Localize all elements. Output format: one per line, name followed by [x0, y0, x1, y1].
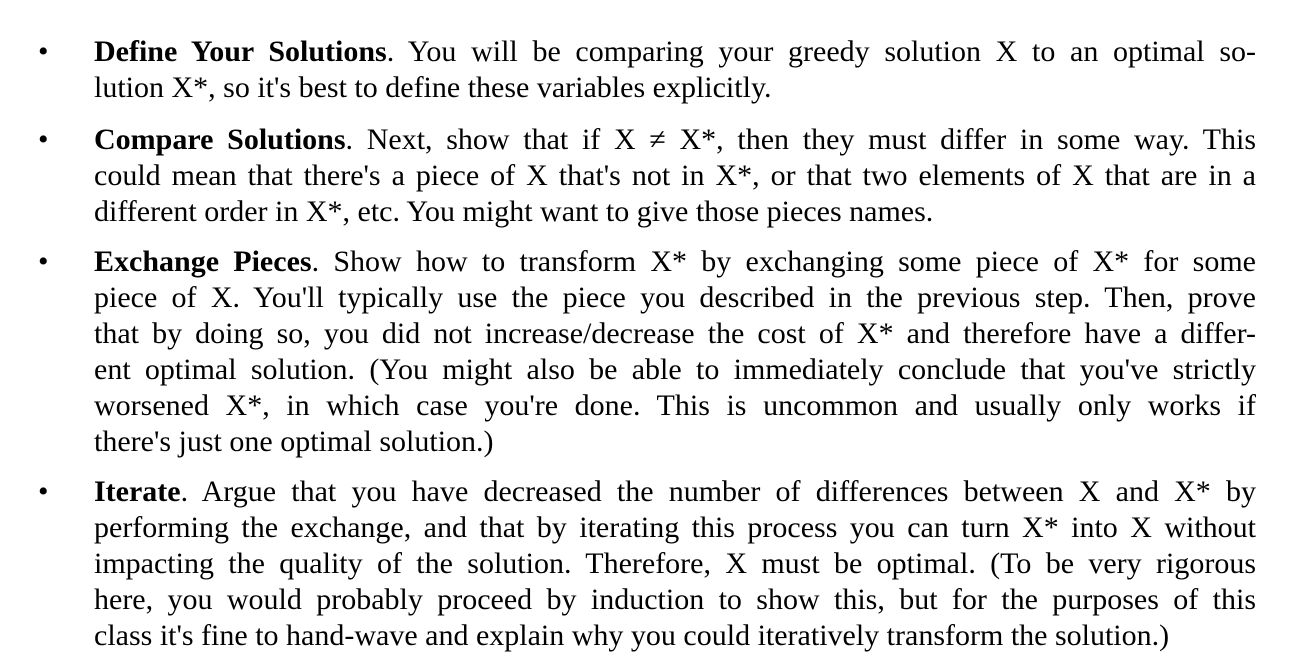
list-item-compare-solutions: [94, 122, 1256, 230]
paragraph-line: class it's fine to hand-wave and explain why you could iteratively transform the solution.): [94, 619, 1170, 652]
paragraph-line: piece of X. You'll typically use the piece you described in the previous step. Then, prove: [94, 281, 1256, 314]
paragraph-line: ent optimal solution. (You might also be able to immediately conclude that you've strictly: [94, 353, 1256, 386]
paragraph-line: impacting the quality of the solution. Therefore, X must be optimal. (To be very rigorous: [94, 547, 1256, 580]
paragraph-line: that by doing so, you did not increase/decrease the cost of X* and therefore have a differ-: [94, 317, 1256, 350]
paragraph-line: lution X*, so it's best to define these variables explicitly.: [94, 71, 772, 104]
item-term: Define Your Solutions: [94, 35, 387, 68]
item-term: Compare Solutions: [94, 123, 346, 156]
paragraph-line: [94, 122, 1256, 158]
bullet-marker: •: [38, 123, 49, 156]
item-text: . Show how to transform X* by exchanging some piece of X* for some: [311, 245, 1256, 278]
bullet-marker: •: [38, 35, 49, 68]
bullet-marker: •: [38, 475, 49, 508]
paragraph-line: here, you would probably proceed by induction to show this, but for the purposes of this: [94, 583, 1256, 616]
list-item-exchange-pieces: [94, 244, 1256, 460]
list-item-define-solutions: [94, 34, 1256, 106]
paragraph-line: different order in X*, etc. You might want to give those pieces names.: [94, 195, 934, 228]
paragraph-line: [94, 474, 1256, 510]
list-item-iterate: [94, 474, 1256, 654]
item-text: . Next, show that if X ≠ X*, then they must differ in some way. This: [345, 123, 1256, 156]
paragraph-line: [94, 34, 1256, 70]
bullet-marker: •: [38, 245, 49, 278]
item-text: . Argue that you have decreased the number of differences between X and X* by: [180, 475, 1256, 508]
paragraph-line: there's just one optimal solution.): [94, 425, 494, 458]
paragraph-line: could mean that there's a piece of X that's not in X*, or that two elements of X that are in a: [94, 159, 1256, 192]
paragraph-line: worsened X*, in which case you're done. This is uncommon and usually only works if: [94, 389, 1256, 422]
paragraph-line: performing the exchange, and that by iterating this process you can turn X* into X without: [94, 511, 1256, 544]
item-text: . You will be comparing your greedy solution X to an optimal so-: [386, 35, 1256, 68]
paragraph-line: [94, 244, 1256, 280]
item-term: Iterate: [94, 475, 181, 508]
item-term: Exchange Pieces: [94, 245, 312, 278]
